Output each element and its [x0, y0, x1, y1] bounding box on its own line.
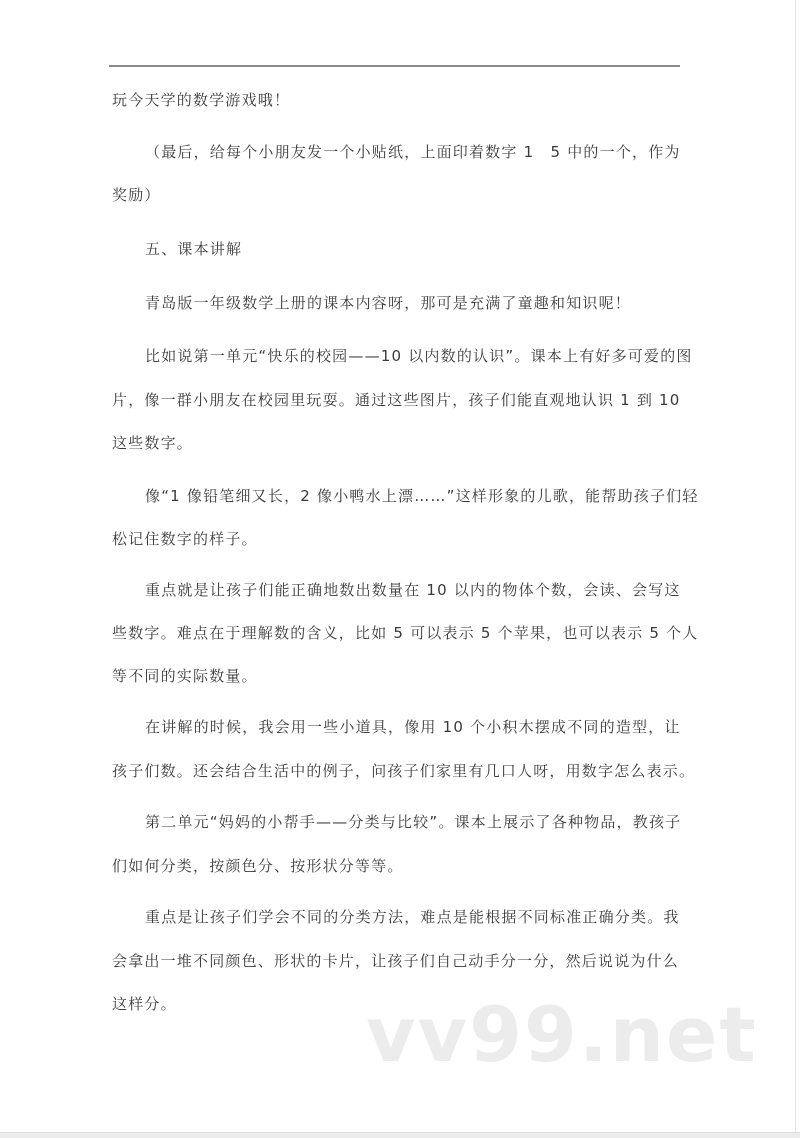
text-line: 这些数字。	[112, 434, 194, 452]
text-line: 们如何分类，按颜色分、按形状分等等。	[112, 857, 404, 875]
text-line: 重点是让孩子们学会不同的分类方法，难点是能根据不同标准正确分类。我	[145, 908, 680, 926]
text-line: 比如说第一单元“快乐的校园——10 以内数的认识”。课本上有好多可爱的图	[145, 347, 693, 365]
text-line: 像“1 像铅笔细又长，2 像小鸭水上漂……”这样形象的儿歌，能帮助孩子们轻	[145, 487, 699, 505]
section-heading: 五、课本讲解	[145, 240, 243, 258]
text-line: （最后，给每个小朋友发一个小贴纸，上面印着数字 1 5 中的一个，作为	[145, 143, 681, 161]
text-line: 玩今天学的数学游戏哦！	[112, 91, 291, 109]
text-line: 第二单元“妈妈的小帮手——分类与比较”。课本上展示了各种物品，教孩子	[145, 813, 682, 831]
text-line: 这样分。	[112, 995, 177, 1013]
text-line: 等不同的实际数量。	[112, 667, 258, 685]
text-line: 孩子们数。还会结合生活中的例子，问孩子们家里有几口人呀，用数字怎么表示。	[112, 762, 696, 780]
text-line: 青岛版一年级数学上册的课本内容呀，那可是充满了童趣和知识呢！	[145, 294, 632, 312]
page-bottom-edge	[0, 1132, 800, 1138]
header-rule	[109, 65, 680, 67]
text-line: 些数字。难点在于理解数的含义，比如 5 可以表示 5 个苹果，也可以表示 5 个人	[112, 624, 699, 642]
text-line: 会拿出一堆不同颜色、形状的卡片，让孩子们自己动手分一分，然后说说为什么	[112, 952, 680, 970]
text-line: 奖励）	[112, 186, 161, 204]
text-line: 重点就是让孩子们能正确地数出数量在 10 以内的物体个数，会读、会写这	[145, 581, 681, 599]
text-line: 在讲解的时候，我会用一些小道具，像用 10 个小积木摆成不同的造型，让	[145, 718, 681, 736]
text-line: 片，像一群小朋友在校园里玩耍。通过这些图片，孩子们能直观地认识 1 到 10	[112, 391, 681, 409]
watermark: vv99.net	[366, 990, 758, 1079]
text-line: 松记住数字的样子。	[112, 530, 258, 548]
